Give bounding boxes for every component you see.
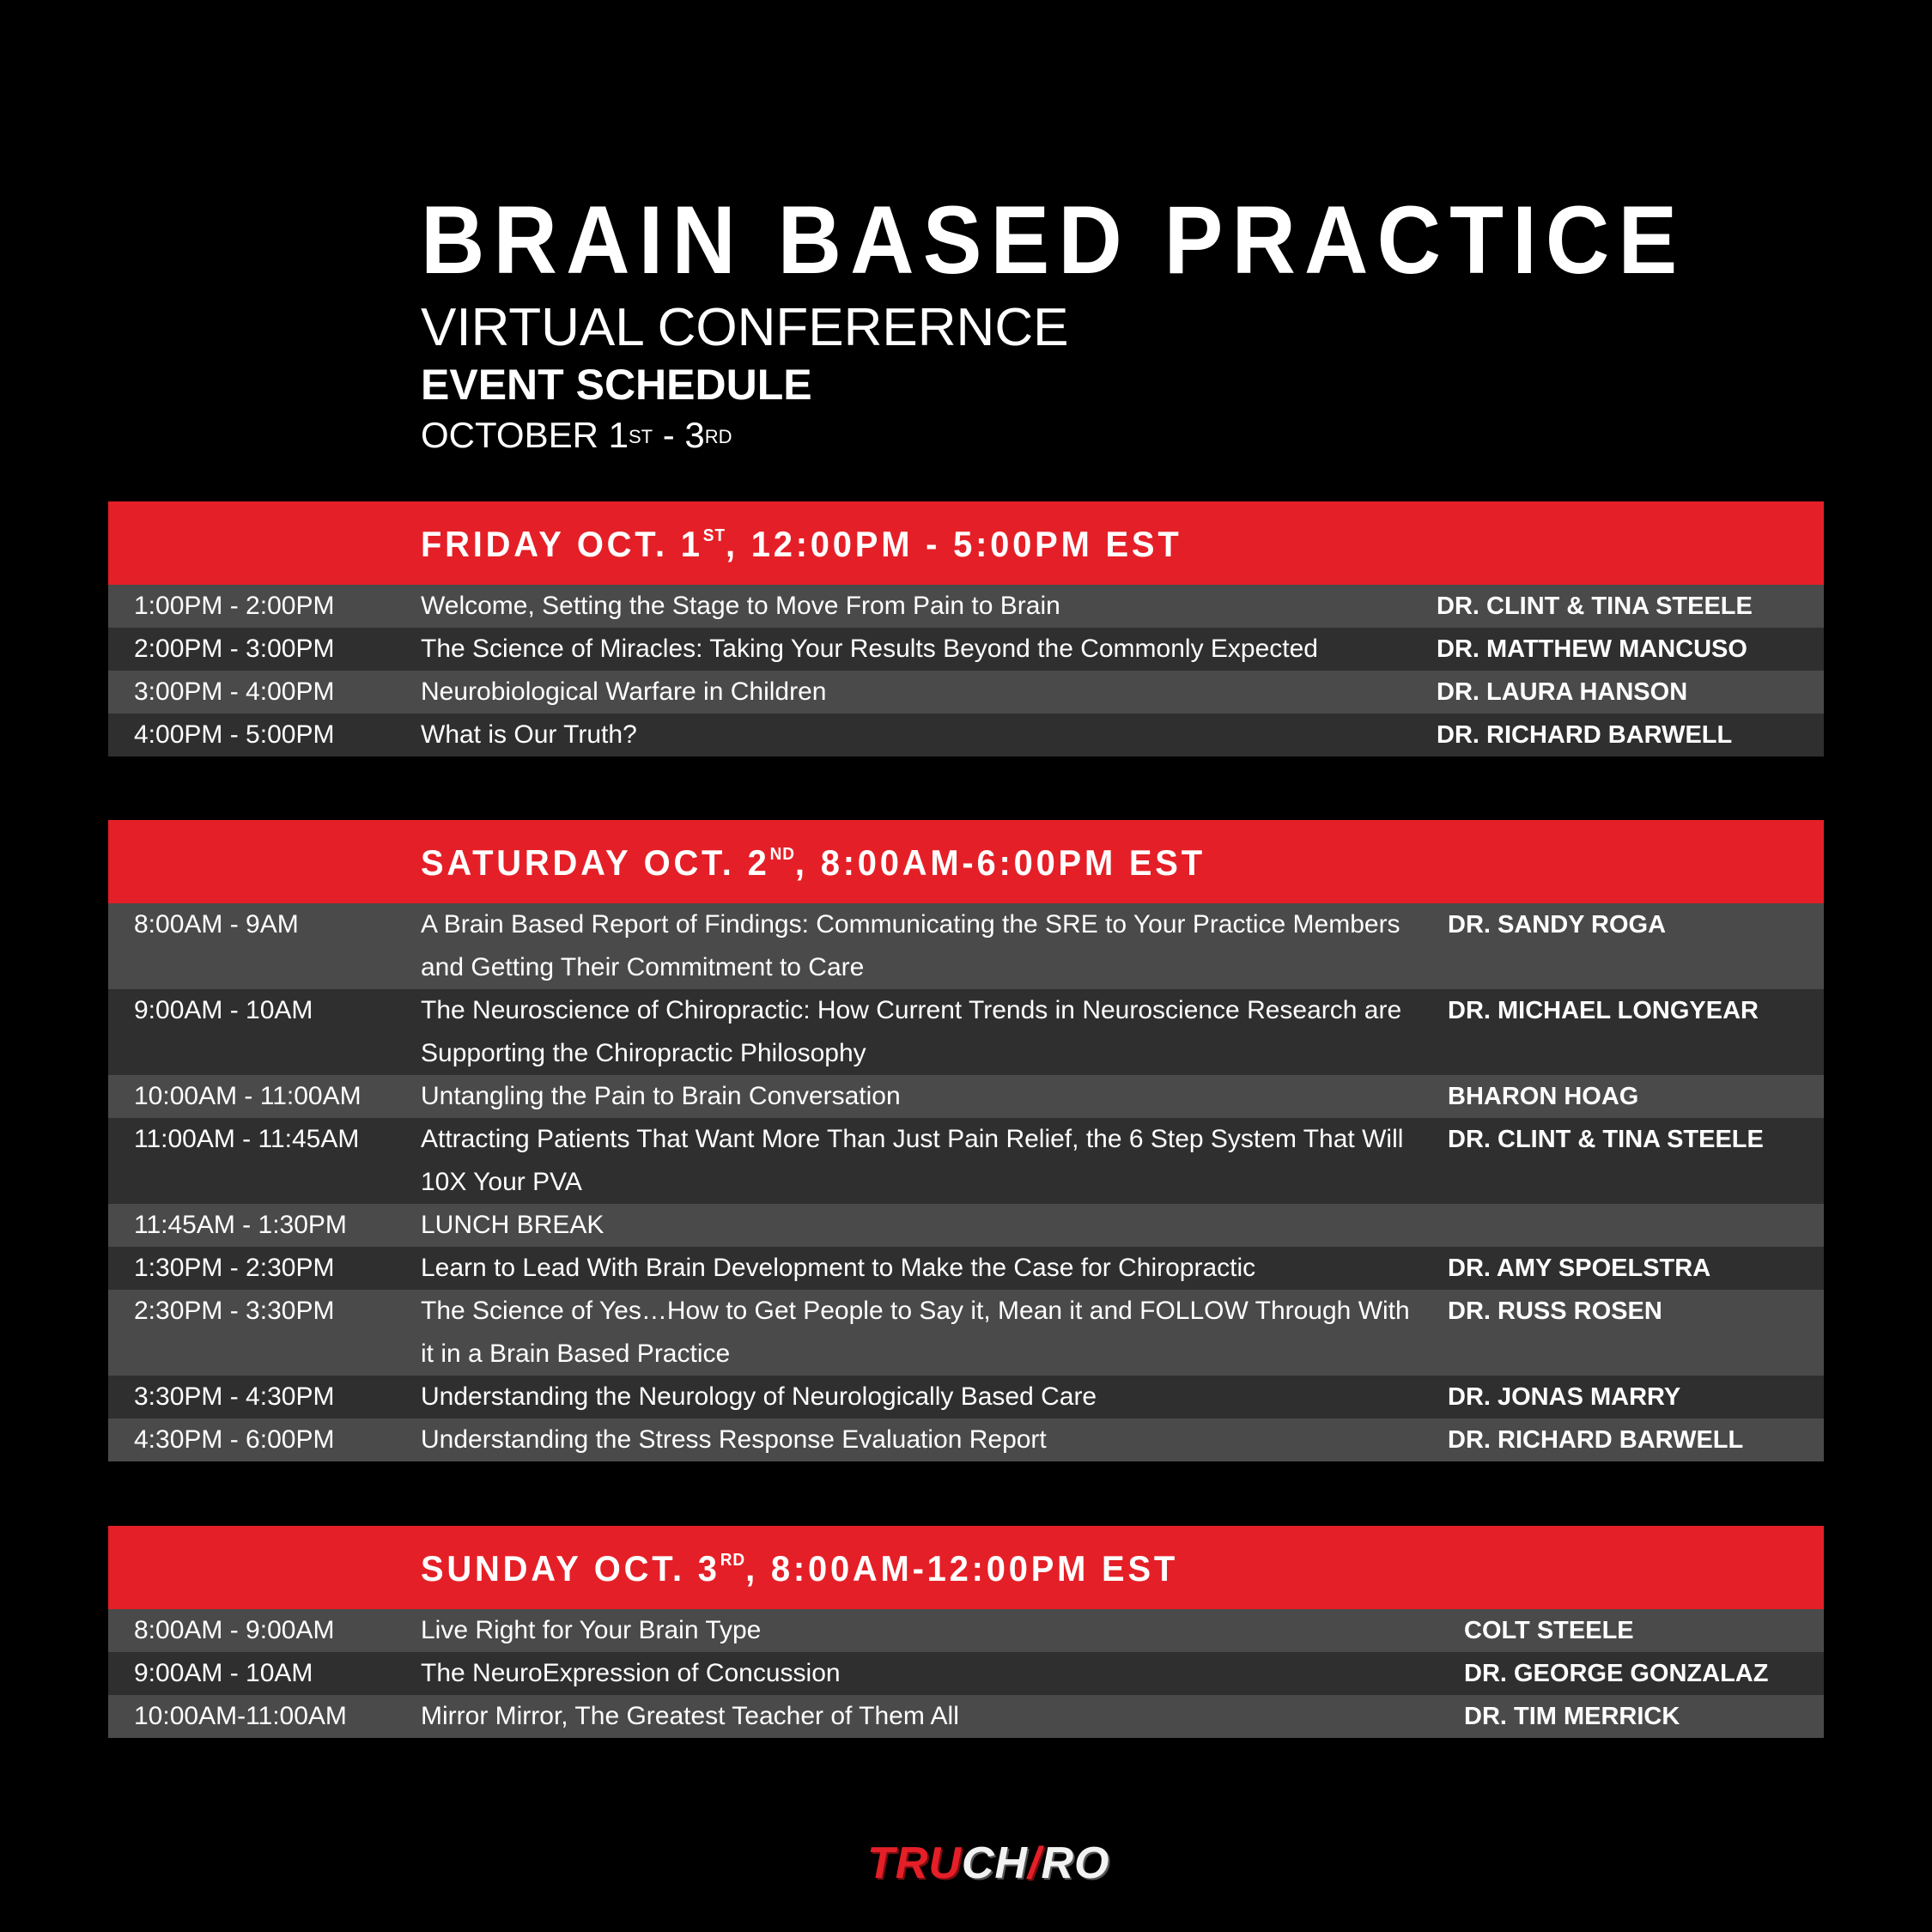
session-speaker: DR. CLINT & TINA STEELE <box>1448 1126 1764 1153</box>
schedule-row <box>108 1695 1824 1738</box>
session-speaker: DR. LAURA HANSON <box>1437 678 1688 706</box>
day-header <box>108 820 1824 903</box>
schedule-row <box>108 903 1824 989</box>
session-topic: Understanding the Neurology of Neurologically Based Care <box>421 1382 1097 1411</box>
session-topic: A Brain Based Report of Findings: Communicating the SRE to Your Practice Members and Getting Their Commitment to Care <box>421 910 1400 981</box>
session-topic: The Science of Miracles: Taking Your Results Beyond the Commonly Expected <box>421 635 1318 663</box>
session-speaker: DR. CLINT & TINA STEELE <box>1437 592 1753 620</box>
session-topic: Welcome, Setting the Stage to Move From Pain to Brain <box>421 592 1060 620</box>
session-time: 4:00PM - 5:00PM <box>134 720 335 749</box>
day-header <box>108 501 1824 585</box>
session-topic: Attracting Patients That Want More Than Just Pain Relief, the 6 Step System That Will 10X Your PVA <box>421 1125 1404 1196</box>
schedule-label: EVENT SCHEDULE <box>421 361 812 409</box>
session-speaker: DR. JONAS MARRY <box>1448 1383 1681 1411</box>
session-topic: The NeuroExpression of Concussion <box>421 1659 841 1687</box>
schedule-row <box>108 628 1824 671</box>
schedule-row <box>108 1290 1824 1376</box>
session-topic: Untangling the Pain to Brain Conversation <box>421 1082 901 1110</box>
session-topic: Understanding the Stress Response Evaluation Report <box>421 1425 1047 1454</box>
session-speaker: DR. GEORGE GONZALAZ <box>1464 1660 1769 1687</box>
session-speaker: DR. SANDY ROGA <box>1448 911 1667 939</box>
day-title: SUNDAY OCT. 3RD, 8:00AM-12:00PM EST <box>421 1548 1179 1589</box>
event-dates: OCTOBER 1ST - 3RD <box>421 415 732 455</box>
session-time: 1:30PM - 2:30PM <box>134 1254 335 1282</box>
session-speaker: DR. RICHARD BARWELL <box>1448 1426 1744 1454</box>
day-header <box>108 1526 1824 1609</box>
session-time: 2:00PM - 3:00PM <box>134 635 335 663</box>
schedule-row <box>108 671 1824 714</box>
schedule-row <box>108 714 1824 756</box>
day-section-friday <box>108 501 1824 756</box>
session-topic: Mirror Mirror, The Greatest Teacher of Them All <box>421 1702 959 1730</box>
session-time: 9:00AM - 10AM <box>134 996 313 1024</box>
session-topic: LUNCH BREAK <box>421 1211 605 1239</box>
schedule-row <box>108 1118 1824 1204</box>
session-speaker: COLT STEELE <box>1464 1617 1634 1644</box>
schedule-row <box>108 1652 1824 1695</box>
session-speaker: DR. TIM MERRICK <box>1464 1703 1680 1730</box>
session-time: 10:00AM - 11:00AM <box>134 1082 361 1110</box>
session-topic: The Neuroscience of Chiropractic: How Current Trends in Neuroscience Research are Supporting the Chiropractic Philosophy <box>421 996 1402 1067</box>
schedule-row <box>108 1376 1824 1419</box>
schedule-row <box>108 1204 1824 1247</box>
session-speaker: DR. MATTHEW MANCUSO <box>1437 635 1747 663</box>
session-time: 3:00PM - 4:00PM <box>134 677 335 706</box>
session-speaker: DR. RUSS ROSEN <box>1448 1297 1662 1325</box>
session-topic: Live Right for Your Brain Type <box>421 1616 762 1644</box>
schedule-row <box>108 989 1824 1075</box>
session-time: 11:00AM - 11:45AM <box>134 1125 360 1153</box>
schedule-row <box>108 1075 1824 1118</box>
session-time: 9:00AM - 10AM <box>134 1659 313 1687</box>
truchiro-logo: TRUCH/RO <box>867 1838 1110 1888</box>
session-topic: The Science of Yes…How to Get People to Say it, Mean it and FOLLOW Through With it in a Brain Based Practice <box>421 1297 1410 1368</box>
day-title: FRIDAY OCT. 1ST, 12:00PM - 5:00PM EST <box>421 524 1182 564</box>
session-speaker: DR. RICHARD BARWELL <box>1437 721 1733 749</box>
schedule-row <box>108 1419 1824 1461</box>
session-time: 11:45AM - 1:30PM <box>134 1211 347 1239</box>
page-title: BRAIN BASED PRACTICE <box>421 186 1686 294</box>
session-time: 8:00AM - 9:00AM <box>134 1616 335 1644</box>
day-title: SATURDAY OCT. 2ND, 8:00AM-6:00PM EST <box>421 842 1206 883</box>
schedule-row <box>108 1247 1824 1290</box>
session-topic: Neurobiological Warfare in Children <box>421 677 827 706</box>
session-speaker: BHARON HOAG <box>1448 1083 1639 1110</box>
session-topic: Learn to Lead With Brain Development to Make the Case for Chiropractic <box>421 1254 1256 1282</box>
session-time: 8:00AM - 9AM <box>134 910 299 939</box>
session-time: 1:00PM - 2:00PM <box>134 592 335 620</box>
schedule-row <box>108 1609 1824 1652</box>
schedule-row <box>108 585 1824 628</box>
session-speaker: DR. AMY SPOELSTRA <box>1448 1255 1711 1282</box>
day-section-sunday <box>108 1526 1824 1738</box>
session-speaker: DR. MICHAEL LONGYEAR <box>1448 997 1759 1024</box>
session-topic: What is Our Truth? <box>421 720 637 749</box>
session-time: 3:30PM - 4:30PM <box>134 1382 335 1411</box>
session-time: 10:00AM-11:00AM <box>134 1702 347 1730</box>
page-subtitle: VIRTUAL CONFERERNCE <box>421 298 1069 357</box>
header <box>421 186 1686 457</box>
session-time: 4:30PM - 6:00PM <box>134 1425 335 1454</box>
day-section-saturday <box>108 820 1824 1461</box>
session-time: 2:30PM - 3:30PM <box>134 1297 335 1325</box>
